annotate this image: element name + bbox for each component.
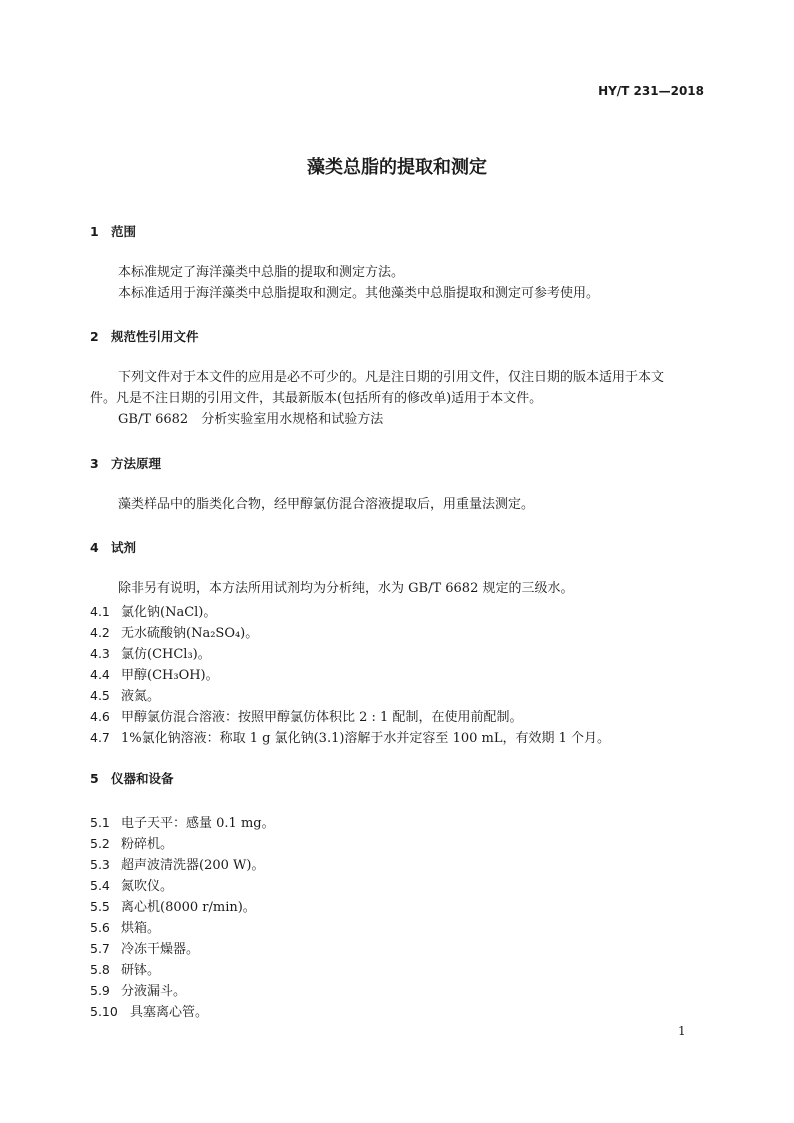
section-1-paragraph-2: 本标准适用于海洋藻类中总脂提取和测定。其他藻类中总脂提取和测定可参考使用。	[118, 286, 600, 301]
list-item	[90, 980, 186, 999]
item-text: 氯仿(CHCl₃)。	[121, 647, 211, 662]
list-item	[90, 812, 275, 831]
item-number: 4.5	[90, 688, 110, 703]
section-5-heading	[90, 769, 174, 787]
item-text: 甲醇(CH₃OH)。	[121, 668, 219, 683]
item-number: 4.1	[90, 604, 110, 619]
section-2-paragraph-line-2: 件。凡是不注日期的引用文件，其最新版本(包括所有的修改单)适用于本文件。	[90, 391, 543, 406]
section-2-heading	[90, 327, 199, 345]
item-number: 5.4	[90, 878, 110, 893]
item-number: 5.3	[90, 857, 110, 872]
list-item	[90, 875, 173, 894]
list-item	[90, 896, 256, 915]
item-text: 分液漏斗。	[121, 984, 187, 999]
section-2-paragraph-line-1: 下列文件对于本文件的应用是必不可少的。凡是注日期的引用文件，仅注日期的版本适用于本文	[118, 370, 665, 385]
item-text: 氮吹仪。	[121, 879, 174, 894]
section-number: 1	[90, 224, 99, 239]
section-1-heading	[90, 222, 136, 240]
item-text: 具塞离心管。	[130, 1005, 209, 1020]
list-item	[90, 601, 216, 620]
section-title: 仪器和设备	[111, 771, 174, 786]
list-item	[90, 643, 211, 662]
item-text: 氯化钠(NaCl)。	[121, 605, 217, 620]
item-number: 5.6	[90, 920, 110, 935]
item-number: 4.2	[90, 625, 110, 640]
item-number: 5.9	[90, 983, 110, 998]
list-item	[90, 664, 219, 683]
section-3-heading	[90, 454, 161, 472]
item-number: 4.3	[90, 646, 110, 661]
standard-code: HY/T 231—2018	[598, 84, 704, 98]
section-4-heading	[90, 538, 136, 556]
item-number: 4.6	[90, 709, 110, 724]
item-text: 冷冻干燥器。	[121, 942, 200, 957]
item-number: 5.5	[90, 899, 110, 914]
item-number: 5.1	[90, 815, 110, 830]
list-item	[90, 854, 264, 873]
section-title: 方法原理	[111, 456, 162, 471]
item-number: 5.8	[90, 962, 110, 977]
item-text: 烘箱。	[121, 921, 161, 936]
list-item	[90, 706, 522, 725]
document-title: 藻类总脂的提取和测定	[307, 157, 487, 178]
section-title: 规范性引用文件	[111, 329, 199, 344]
normative-reference: GB/T 6682 分析实验室用水规格和试验方法	[118, 412, 384, 427]
list-item	[90, 938, 199, 957]
section-1-paragraph-1: 本标准规定了海洋藻类中总脂的提取和测定方法。	[118, 265, 405, 280]
item-text: 1%氯化钠溶液：称取 1 g 氯化钠(3.1)溶解于水并定容至 100 mL，有效期 1 个月。	[121, 731, 611, 746]
item-text: 液氮。	[121, 689, 161, 704]
item-text: 研钵。	[121, 963, 161, 978]
list-item	[90, 622, 258, 641]
item-text: 超声波清洗器(200 W)。	[121, 858, 265, 873]
item-text: 粉碎机。	[121, 837, 174, 852]
item-number: 4.4	[90, 667, 110, 682]
section-3-paragraph: 藻类样品中的脂类化合物，经甲醇氯仿混合溶液提取后，用重量法测定。	[118, 497, 535, 512]
section-title: 试剂	[111, 540, 137, 555]
section-number: 5	[90, 771, 99, 786]
list-item	[90, 917, 160, 936]
item-number: 5.7	[90, 941, 110, 956]
section-number: 4	[90, 540, 99, 555]
page-number: 1	[678, 1024, 686, 1038]
list-item	[90, 727, 610, 746]
item-number: 5.10	[90, 1004, 118, 1019]
section-4-intro: 除非另有说明，本方法所用试剂均为分析纯，水为 GB/T 6682 规定的三级水。	[118, 581, 574, 596]
section-number: 3	[90, 456, 99, 471]
list-item	[90, 959, 160, 978]
list-item	[90, 1001, 208, 1020]
item-text: 甲醇氯仿混合溶液：按照甲醇氯仿体积比 2 : 1 配制，在使用前配制。	[121, 710, 523, 725]
item-text: 无水硫酸钠(Na₂SO₄)。	[121, 626, 259, 641]
item-text: 离心机(8000 r/min)。	[121, 900, 256, 915]
item-number: 4.7	[90, 730, 110, 745]
section-number: 2	[90, 329, 99, 344]
list-item	[90, 833, 173, 852]
item-number: 5.2	[90, 836, 110, 851]
list-item	[90, 685, 160, 704]
item-text: 电子天平：感量 0.1 mg。	[121, 816, 275, 831]
section-title: 范围	[111, 224, 137, 239]
